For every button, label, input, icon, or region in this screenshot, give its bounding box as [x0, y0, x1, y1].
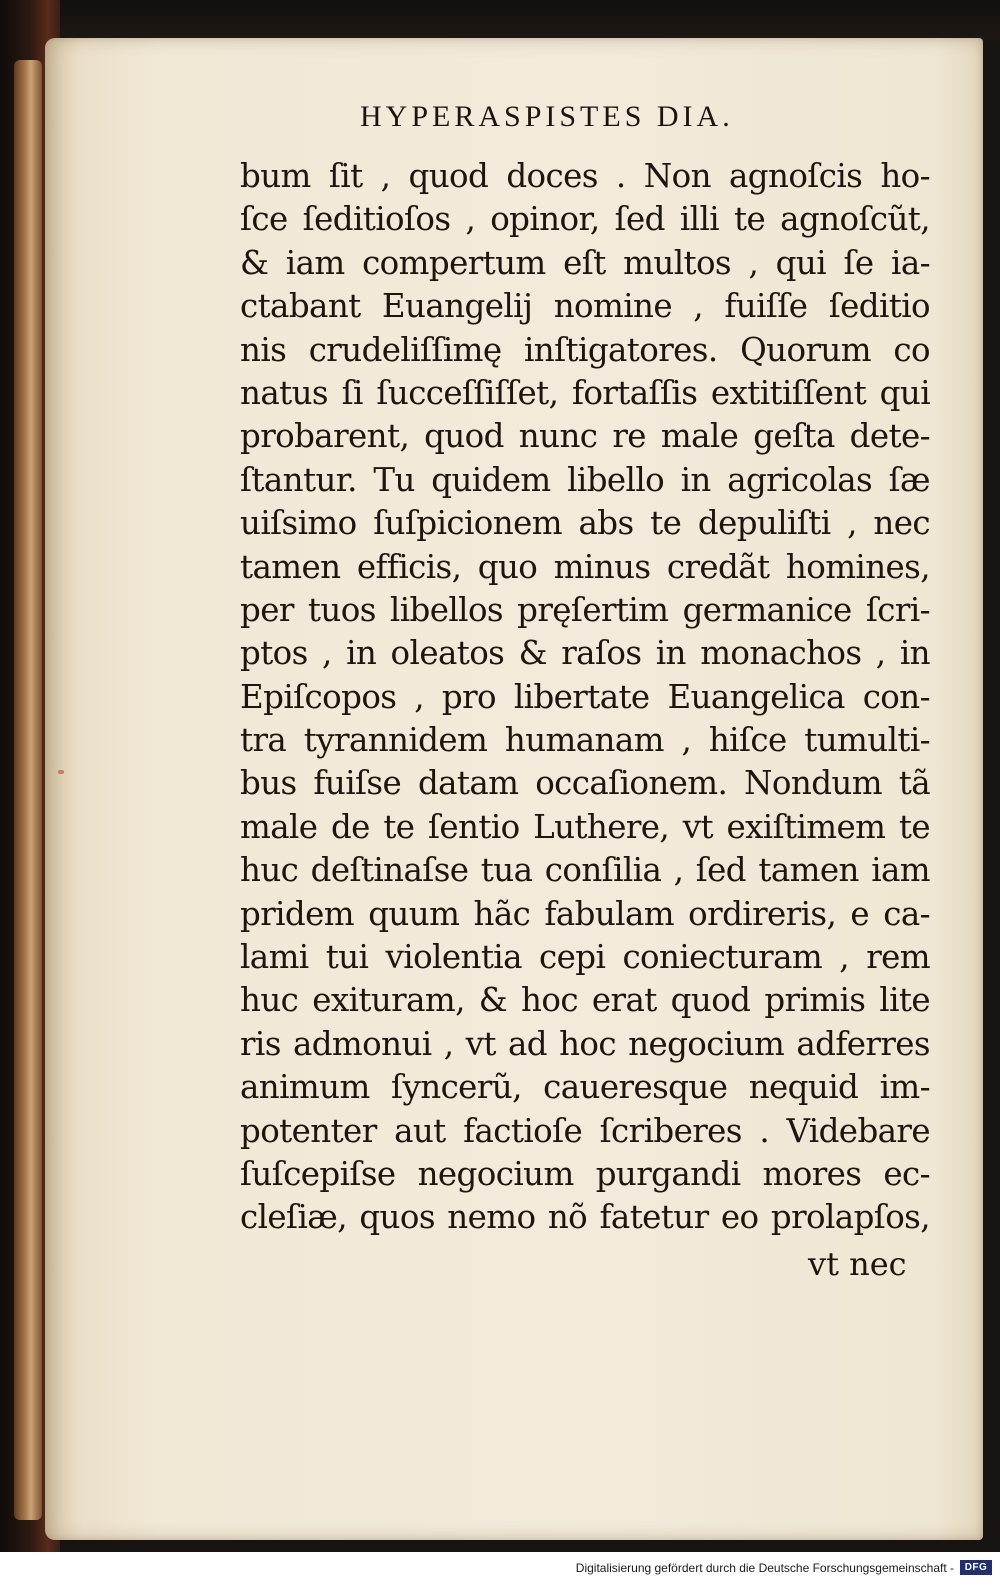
text-line: tamen efficis, quo minus credãt homines,: [240, 547, 930, 586]
text-line: lami tui violentia cepi coniecturam , rem: [240, 938, 930, 977]
footer-bar: [0, 1552, 1000, 1590]
text-line: pridem quum hãc fabulam ordireris, e ca-: [240, 894, 930, 933]
text-line: ſce ſeditioſos , opinor, ſed illi te agnoſcũt,: [240, 200, 930, 239]
text-line: Epiſcopos , pro libertate Euangelica con-: [240, 677, 930, 716]
catchword: vt nec: [808, 1245, 907, 1283]
text-line: uiſsimo ſuſpicionem abs te depuliſti , nec: [240, 504, 930, 543]
text-line: bum ſit , quod doces . Non agnoſcis ho-: [240, 157, 930, 195]
text-line: male de te ſentio Luthere, vt exiſtimem te: [240, 807, 930, 846]
dfg-logo: DFG: [960, 1560, 992, 1575]
body-text: [240, 155, 930, 1240]
text-line: ſtantur. Tu quidem libello in agricolas ſæ: [240, 460, 930, 499]
text-line: nis crudeliſſimę inſtigatores. Quorum co: [240, 330, 930, 369]
text-line: natus ſi ſucceſſiſſet, fortaſſis extitiſſent qui: [240, 373, 930, 412]
text-line: & iam compertum eſt multos , qui ſe ia-: [240, 243, 930, 282]
text-line: bus fuiſse datam occaſionem. Nondum tã: [240, 764, 930, 803]
text-line: huc deſtinaſse tua conſilia , ſed tamen iam: [240, 851, 930, 890]
text-line: animum ſyncerũ, caueresque nequid im-: [240, 1068, 930, 1107]
text-line: cleſiæ, quos nemo nõ fatetur eo prolapſos,: [240, 1198, 930, 1237]
text-line: ptos , in oleatos & raſos in monachos , in: [240, 634, 930, 673]
ink-smudge: [58, 770, 64, 774]
text-line: probarent, quod nunc re male geſta dete-: [240, 417, 930, 456]
text-line: potenter aut factioſe ſcriberes . Videbare: [240, 1111, 930, 1150]
running-head: HYPERASPISTES DIA.: [360, 100, 734, 133]
text-line: ctabant Euangelij nomine , fuiſſe ſeditio: [240, 287, 930, 326]
book-spine-strip: [14, 60, 42, 1520]
text-line: per tuos libellos pręſertim germanice ſcri-: [240, 590, 930, 629]
text-line: huc exituram, & hoc erat quod primis lite: [240, 981, 930, 1020]
text-line: tra tyrannidem humanam , hiſce tumulti-: [240, 721, 930, 760]
funding-credit: Digitalisierung gefördert durch die Deutsche Forschungsgemeinschaft -: [575, 1561, 954, 1575]
text-line: ſuſcepiſse negocium purgandi mores ec-: [240, 1154, 930, 1193]
text-line: ris admonui , vt ad hoc negocium adferres: [240, 1024, 930, 1063]
scan-background-top: [60, 0, 1000, 40]
